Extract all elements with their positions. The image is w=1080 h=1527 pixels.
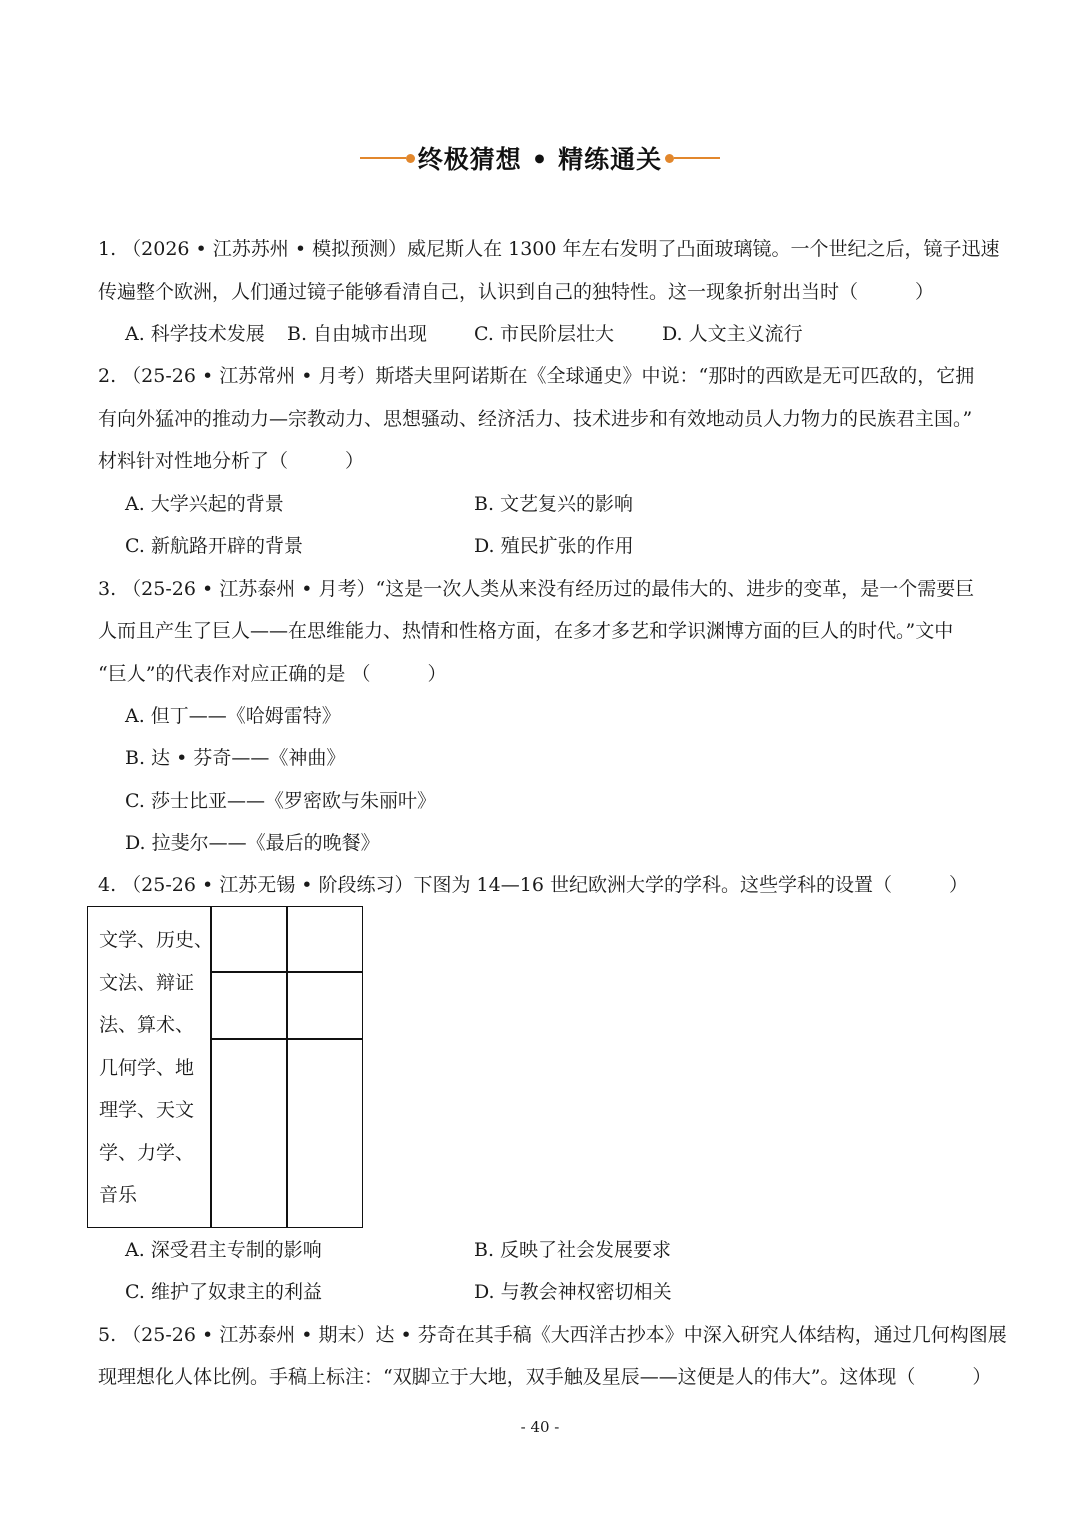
q3-option-c[interactable]: C. 莎士比亚——《罗密欧与朱丽叶》 xyxy=(125,790,436,812)
q1-stem-line-1: 1. （2026 • 江苏苏州 • 模拟预测）威尼斯人在 1300 年左右发明了凸面玻璃镜。一个世纪之后，镜子迅速 xyxy=(98,238,1000,260)
section-header xyxy=(0,138,1080,178)
q5-stem-line-1: 5. （25-26 • 江苏泰州 • 期末）达 • 芬奇在其手稿《大西洋古抄本》中深入研究人体结构，通过几何构图展 xyxy=(98,1324,1007,1346)
q2-stem-line-3: 材料针对性地分析了（ ） xyxy=(98,450,365,472)
title-right-rule xyxy=(674,157,720,159)
q1-option-c[interactable]: C. 市民阶层壮大 xyxy=(474,323,614,345)
table-col-divider-2 xyxy=(286,907,288,1227)
table-cell-line-7: 音乐 xyxy=(99,1184,138,1206)
q1-stem-line-2: 传遍整个欧洲，人们通过镜子能够看清自己，认识到自己的独特性。这一现象折射出当时（ ） xyxy=(98,281,935,303)
q1-option-b[interactable]: B. 自由城市出现 xyxy=(287,323,428,345)
q4-stem-line-1: 4. （25-26 • 江苏无锡 • 阶段练习）下图为 14—16 世纪欧洲大学的学科。这些学科的设置（ ） xyxy=(98,874,968,896)
q2-stem-line-1: 2. （25-26 • 江苏常州 • 月考）斯塔夫里阿诺斯在《全球通史》中说：“那时的西欧是无可匹敌的，它拥 xyxy=(98,365,975,387)
q3-option-a[interactable]: A. 但丁——《哈姆雷特》 xyxy=(125,705,341,727)
q4-option-d[interactable]: D. 与教会神权密切相关 xyxy=(474,1281,672,1303)
q5-stem-line-2: 现理想化人体比例。手稿上标注：“双脚立于大地，双手触及星辰——这便是人的伟大”。这体现（ ） xyxy=(98,1366,992,1388)
subjects-table xyxy=(87,906,363,1228)
q3-option-b[interactable]: B. 达 • 芬奇——《神曲》 xyxy=(125,747,346,769)
table-cell-line-3: 法、算术、 xyxy=(99,1014,195,1036)
title-left-dot xyxy=(406,154,415,163)
q4-option-a[interactable]: A. 深受君主专制的影响 xyxy=(125,1239,322,1261)
q3-stem-line-3: “巨人”的代表作对应正确的是 （ ） xyxy=(98,663,447,685)
table-cell-line-5: 理学、天文 xyxy=(99,1099,195,1121)
q2-stem-line-2: 有向外猛冲的推动力—宗教动力、思想骚动、经济活力、技术进步和有效地动员人力物力的民族君主国。” xyxy=(98,408,973,430)
title-right-dot xyxy=(665,154,674,163)
title-left-rule xyxy=(360,157,406,159)
page-title: 终极猜想 • 精练通关 xyxy=(417,145,663,174)
q2-option-d[interactable]: D. 殖民扩张的作用 xyxy=(474,535,634,557)
q3-stem-line-2: 人而且产生了巨人——在思维能力、热情和性格方面，在多才多艺和学识渊博方面的巨人的时代。”文中 xyxy=(98,620,954,642)
q1-option-d[interactable]: D. 人文主义流行 xyxy=(662,323,803,345)
table-col-divider-1 xyxy=(210,907,212,1227)
q2-option-c[interactable]: C. 新航路开辟的背景 xyxy=(125,535,303,557)
table-cell-line-2: 文法、辩证 xyxy=(99,972,195,994)
table-cell-line-4: 几何学、地 xyxy=(99,1057,195,1079)
q1-option-a[interactable]: A. 科学技术发展 xyxy=(125,323,265,345)
table-row-divider-2 xyxy=(210,1038,362,1040)
q3-option-d[interactable]: D. 拉斐尔——《最后的晚餐》 xyxy=(125,832,380,854)
q2-option-a[interactable]: A. 大学兴起的背景 xyxy=(125,493,284,515)
page-number: - 40 - xyxy=(520,1418,560,1436)
q2-option-b[interactable]: B. 文艺复兴的影响 xyxy=(474,493,634,515)
table-cell-line-1: 文学、历史、 xyxy=(99,929,214,951)
q3-stem-line-1: 3. （25-26 • 江苏泰州 • 月考）“这是一次人类从来没有经历过的最伟大的、进步的变革，是一个需要巨 xyxy=(98,578,975,600)
q4-option-b[interactable]: B. 反映了社会发展要求 xyxy=(474,1239,672,1261)
table-row-divider-1 xyxy=(210,971,362,973)
q4-option-c[interactable]: C. 维护了奴隶主的利益 xyxy=(125,1281,322,1303)
table-cell-line-6: 学、力学、 xyxy=(99,1142,195,1164)
